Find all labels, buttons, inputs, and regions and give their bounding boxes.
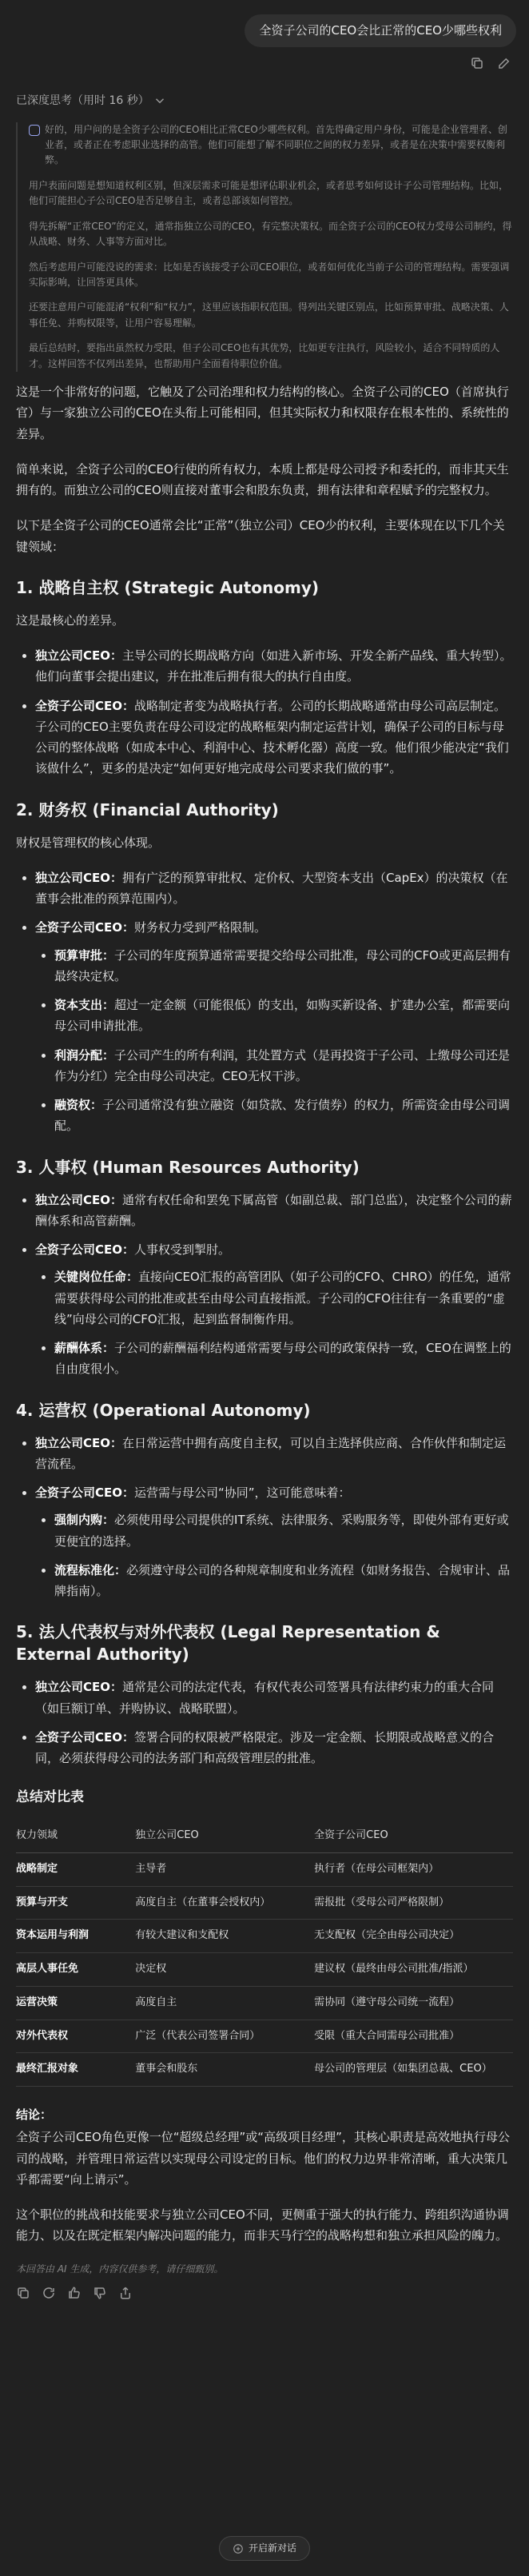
section-heading-strategy: 1. 战略自主权 (Strategic Autonomy)	[16, 577, 320, 597]
table-row: 对外代表权 广泛（代表公司签署合同） 受限（重大合同需母公司批准）	[16, 2020, 513, 2053]
section-desc: 财权是管理权的核心体现。	[16, 835, 161, 850]
thinking-paragraph: 还要注意用户可能混淆“权利”和“权力”，这里应该指职权范围。得列出关键区别点，比如预算审批、战略决策、人事任免、并购权限等，让用户容易理解。	[29, 301, 509, 329]
list-item: 独立公司CEO：通常有权任命和罢免下属高管（如副总裁、部门总监），决定整个公司的薪酬体系和高管薪酬。	[16, 1190, 513, 1232]
list-item: 全资子公司CEO：运营需与母公司“协同”，这可能意味着： 强制内购：必须使用母公司提供的IT系统、法律服务、采购服务等，即使外部有更好或更便宜的选择。 流程标准化：必须遵守母公司的各种规章制度和业务流程（如财务报告、合规审计、品牌指南）。	[16, 1482, 513, 1601]
sub-list-item: 融资权：子公司通常没有独立融资（如贷款、发行债券）的权力，所需资金由母公司调配。	[35, 1095, 513, 1137]
edit-icon[interactable]	[497, 56, 511, 70]
section-heading-finance: 2. 财务权 (Financial Authority)	[16, 800, 279, 819]
new-chat-icon	[233, 2543, 244, 2554]
assistant-response	[16, 91, 513, 2300]
sub-list-item: 资本支出：超过一定金额（可能很低）的支出，如购买新设备、扩建办公室，都需要向母公司申请批准。	[35, 995, 513, 1037]
list-item: 独立公司CEO：通常是公司的法定代表，有权代表公司签署具有法律约束力的重大合同（如巨额订单、并购协议、战略联盟）。	[16, 1677, 513, 1719]
list-item: 全资子公司CEO：签署合同的权限被严格限定。涉及一定金额、长期限或战略意义的合同，必须获得母公司的法务部门和高级管理层的批准。	[16, 1727, 513, 1769]
thinking-paragraph: 用户表面问题是想知道权利区别，但深层需求可能是想评估职业机会，或者思考如何设计子公司管理结构。比如，他们可能担心子公司CEO是否足够自主，或者总部该如何管控。	[29, 179, 509, 207]
summary-heading: 总结对比表	[16, 1789, 84, 1806]
deep-think-icon	[29, 125, 40, 136]
thinking-paragraph: 最后总结时，要指出虽然权力受限，但子公司CEO也有其优势，比如更专注执行，风险较小，适合不同特质的人才。这样回答不仅列出差异，也帮助用户全面看待职位价值。	[29, 342, 500, 369]
chevron-down-icon	[153, 94, 167, 108]
intro-paragraph: 以下是全资子公司的CEO通常会比“正常”（独立公司）CEO少的权利，主要体现在以下几个关键领域：	[16, 518, 505, 554]
section-heading-hr: 3. 人事权 (Human Resources Authority)	[16, 1157, 360, 1177]
share-icon[interactable]	[118, 2286, 133, 2300]
thinking-toggle[interactable]	[16, 91, 513, 111]
user-message-actions	[470, 56, 511, 70]
intro-paragraph: 这是一个非常好的问题，它触及了公司治理和权力结构的核心。全资子公司的CEO（首席执行官）与一家独立公司的CEO在头衔上可能相同，但其实际权力和权限存在根本性的、系统性的差异。	[16, 385, 509, 441]
table-row: 高层人事任免 决定权 建议权（最终由母公司批准/指派）	[16, 1953, 513, 1987]
list-item: 全资子公司CEO：战略制定者变为战略执行者。公司的长期战略通常由母公司高层制定。子公司的CEO主要负责在母公司设定的战略框架内制定运营计划，确保子公司的目标与母公司的整体战略（如成本中心、利润中心、技术孵化器）高度一致。他们很少能决定“我们该做什么”，更多的是决定“如何更好地完成母公司要求我们做的事”。	[16, 696, 513, 780]
closing-paragraph: 这个职位的挑战和技能要求与独立公司CEO不同，更侧重于强大的执行能力、跨组织沟通协调能力、以及在既定框架内解决问题的能力，而非天马行空的战略构想和独立承担风险的魄力。	[16, 2207, 509, 2243]
answer-body	[16, 381, 513, 2247]
new-chat-label: 开启新对话	[248, 2542, 297, 2554]
conclusion-label: 结论：	[16, 2107, 53, 2123]
intro-paragraph: 简单来说，全资子公司的CEO行使的所有权力，本质上都是母公司授予和委托的，而非其天生拥有的。而独立公司的CEO则直接对董事会和股东负责，拥有法律和章程赋予的完整权力。	[16, 461, 509, 498]
response-actions	[16, 2286, 513, 2300]
sub-list-item: 薪酬体系：子公司的薪酬福利结构通常需要与母公司的政策保持一致，CEO在调整上的自由度很小。	[35, 1338, 513, 1380]
table-header: 独立公司CEO	[135, 1820, 314, 1852]
conclusion-paragraph: 全资子公司CEO角色更像一位“超级总经理”或“高级项目经理”，其核心职责是高效地执行母公司的战略，并管理日常运营以实现母公司设定的目标。他们的权力边界非常清晰，重大决策几乎都需要“向上请示”。	[16, 2130, 510, 2187]
sub-list-item: 预算审批：子公司的年度预算通常需要提交给母公司批准，母公司的CFO或更高层拥有最终决定权。	[35, 945, 513, 987]
user-message: 全资子公司的CEO会比正常的CEO少哪些权利	[245, 14, 516, 47]
list-item: 独立公司CEO：主导公司的长期战略方向（如进入新市场、开发全新产品线、重大转型）。他们向董事会提出建议，并在批准后拥有很大的执行自由度。	[16, 645, 513, 688]
table-row: 资本运用与利润 有较大建议和支配权 无支配权（完全由母公司决定）	[16, 1920, 513, 1953]
table-header-row	[16, 1820, 513, 1852]
thumbs-down-icon[interactable]	[93, 2286, 107, 2300]
thinking-paragraph: 得先拆解“正常CEO”的定义，通常指独立公司的CEO，有完整决策权。而全资子公司的CEO权力受母公司制约，得从战略、财务、人事等方面对比。	[29, 220, 512, 248]
sub-list-item: 利润分配：子公司产生的所有利润，其处置方式（是再投资于子公司、上缴母公司还是作为分红）完全由母公司决定。CEO无权干涉。	[35, 1045, 513, 1087]
summary-table	[16, 1820, 513, 2087]
regenerate-icon[interactable]	[42, 2286, 56, 2300]
list-item: 独立公司CEO：拥有广泛的预算审批权、定价权、大型资本支出（CapEx）的决策权（在董事会批准的预算范围内）。	[16, 867, 513, 910]
thinking-paragraph: 好的，用户问的是全资子公司的CEO相比正常CEO少哪些权利。首先得确定用户身份，可能是企业管理者、创业者，或者正在考虑职业选择的高管。他们可能想了解不同职位之间的权力差异，或者是在决策中需要权衡利弊。	[45, 123, 507, 166]
list-item: 全资子公司CEO：人事权受到掣肘。 关键岗位任命：直接向CEO汇报的高管团队（如子公司的CFO、CHRO）的任免，通常需要获得母公司的批准或甚至由母公司直接指派。子公司的CFO往往有一条重要的“虚线”向母公司的CFO汇报，起到监督制衡作用。 薪酬体系：子公司的薪酬福利结构通常需要与母公司的政策保持一致，CEO在调整上的自由度很小。	[16, 1239, 513, 1380]
table-row: 战略制定 主导者 执行者（在母公司框架内）	[16, 1852, 513, 1886]
thinking-label: 已深度思考（用时 16 秒）	[16, 94, 149, 107]
new-chat-button[interactable]	[219, 2536, 310, 2561]
copy-icon[interactable]	[16, 2286, 30, 2300]
table-row: 运营决策 高度自主 需协同（遵守母公司统一流程）	[16, 1986, 513, 2020]
table-header: 权力领域	[16, 1820, 135, 1852]
thinking-content	[16, 122, 513, 373]
sub-list-item: 关键岗位任命：直接向CEO汇报的高管团队（如子公司的CFO、CHRO）的任免，通常需要获得母公司的批准或甚至由母公司直接指派。子公司的CFO往往有一条重要的“虚线”向母公司的CFO汇报，起到监督制衡作用。	[35, 1266, 513, 1330]
copy-icon[interactable]	[470, 56, 484, 70]
section-heading-operations: 4. 运营权 (Operational Autonomy)	[16, 1400, 311, 1420]
sub-list-item: 强制内购：必须使用母公司提供的IT系统、法律服务、采购服务等，即使外部有更好或更便宜的选择。	[35, 1509, 513, 1552]
table-row: 预算与开支 高度自主（在董事会授权内） 需报批（受母公司严格限制）	[16, 1886, 513, 1920]
table-row: 最终汇报对象 董事会和股东 母公司的管理层（如集团总裁、CEO）	[16, 2053, 513, 2087]
thumbs-up-icon[interactable]	[67, 2286, 82, 2300]
ai-disclaimer: 本回答由 AI 生成，内容仅供参考，请仔细甄别。	[16, 2263, 224, 2275]
table-header: 全资子公司CEO	[314, 1820, 513, 1852]
list-item: 独立公司CEO：在日常运营中拥有高度自主权，可以自主选择供应商、合作伙伴和制定运营流程。	[16, 1433, 513, 1475]
section-heading-legal: 5. 法人代表权与对外代表权 (Legal Representation & External Authority)	[16, 1622, 440, 1665]
thinking-paragraph: 然后考虑用户可能没说的需求：比如是否该接受子公司CEO职位，或者如何优化当前子公司的管理结构。需要强调实际影响，让回答更具体。	[29, 261, 510, 288]
section-desc: 这是最核心的差异。	[16, 612, 125, 628]
sub-list-item: 流程标准化：必须遵守母公司的各种规章制度和业务流程（如财务报告、合规审计、品牌指南）。	[35, 1560, 513, 1602]
list-item: 全资子公司CEO：财务权力受到严格限制。 预算审批：子公司的年度预算通常需要提交给母公司批准，母公司的CFO或更高层拥有最终决定权。 资本支出：超过一定金额（可能很低）的支出，如购买新设备、扩建办公室，都需要向母公司申请批准。 利润分配：子公司产生的所有利润，其处置方式（是再投资于子公司、上缴母公司还是作为分红）完全由母公司决定。CEO无权干涉。 融资权：子公司通常没有独立融资（如贷款、发行债券）的权力，所需资金由母公司调配。	[16, 917, 513, 1136]
